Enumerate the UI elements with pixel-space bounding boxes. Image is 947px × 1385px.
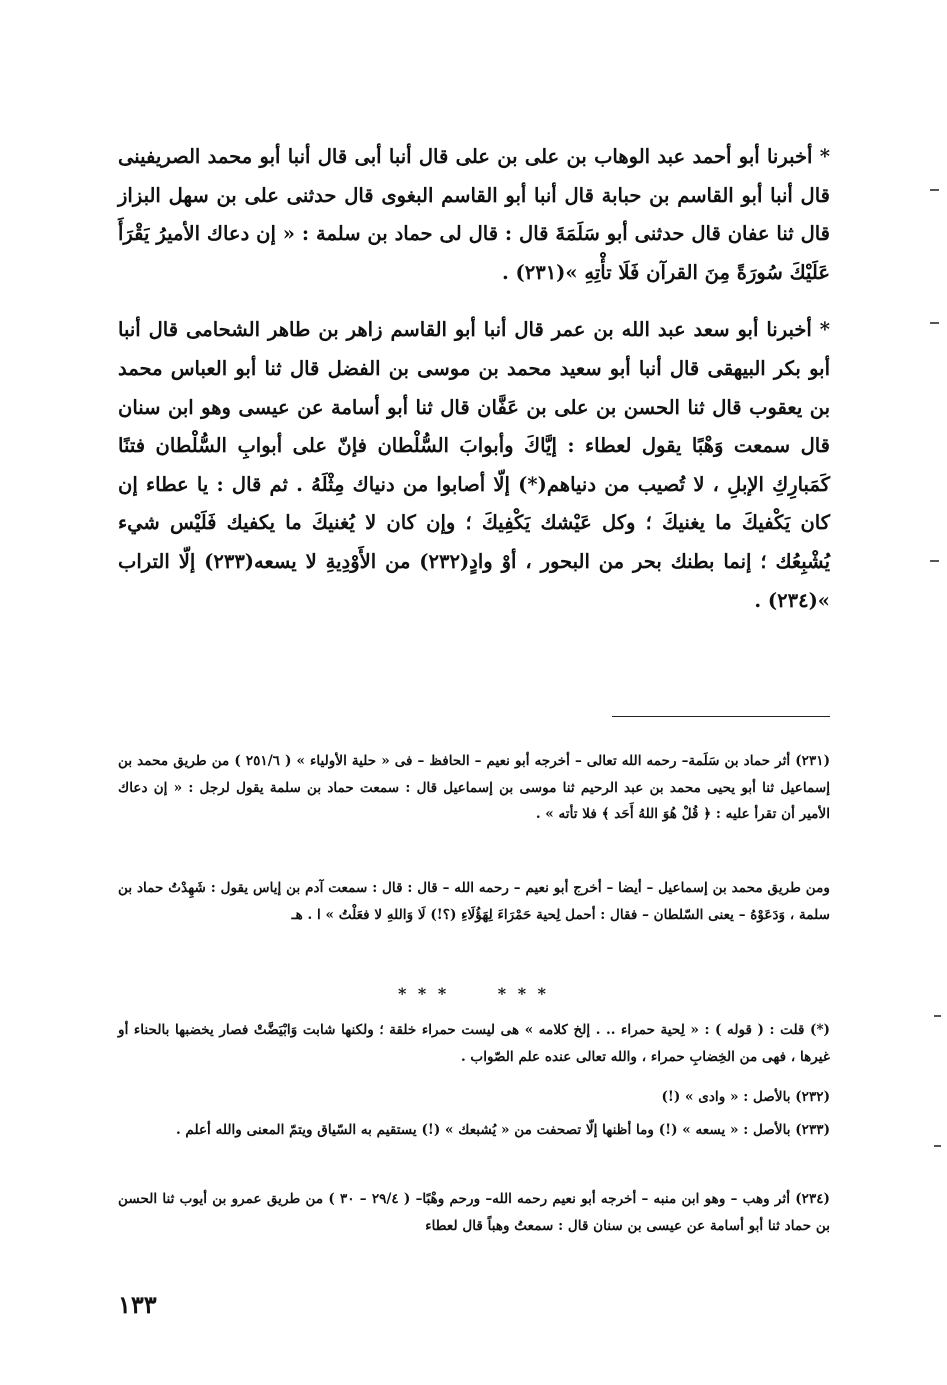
- footnote-text: ومن طريق محمد بن إسماعيل – أيضا – أخرج أبو نعيم – رحمه الله – قال : قال : سمعت آدم بن إياس يقول : شَهِدْتُ حماد بن سلمة ، وَدَعَوْهُ – يعنى السّلطان – فقال : أحمل لِحية حَمْرَاءَ لِهَؤُلَاءِ (؟!) لَا وَاللهِ لا فعَلْتُ » ا . هـ: [118, 880, 830, 923]
- footnote-232: [118, 1084, 830, 1111]
- footnote-231-continued: [118, 875, 830, 928]
- footnote-234: [118, 1186, 830, 1239]
- main-text: [118, 138, 830, 620]
- footnote-text: (٢٣٤) أثر وهب – وهو ابن منبه – أخرجه أبو نعيم رحمه الله– ورحم وهْبًا– ( ٢٩/٤ – ٣٠ ) من طريق عمرو بن أيوب ثنا الحسن بن حماد ثنا أبو أسامة عن عيسى بن سنان قال : سمعتُ وهباً قال لعطاء: [118, 1191, 830, 1234]
- paragraph-hadith-wahb: * أخبرنا أبو سعد عبد الله بن عمر قال أنبا أبو القاسم زاهر بن طاهر الشحامى قال أنبا أبو بكر البيهقى قال أنبا أبو سعيد محمد بن موسى بن الفضل قال ثنا أبو العباس محمد بن يعقوب قال ثنا الحسن بن على بن عَفَّان قال ثنا أبو أسامة عن عيسى وهو ابن سنان قال سمعت وَهْبًا يقول لعطاء : إيَّاكَ وأبوابَ السُّلْطان فإنّ على أبوابِ السُّلْطان فتنًا كَمَبارِكِ الإبلِ ، لا تُصيب من دنياهم(*) إلّا أصابوا من دنياك مِثْلَهُ . ثم قال : يا عطاء إن كان يَكْفيكَ ما يغنيكَ ؛ وكل عَيْشك يَكْفِيكَ ؛ وإن كان لا يُغنيكَ ما يكفيك فَلَيْس شيء يُشْبِعُك ؛ إنما بطنك بحر من البحور ، أوْ وادٍ(٢٣٢) من الأَوْدِيةِ لا يسعه(٢٣٣) إلّا التراب »(٢٣٤) .: [118, 318, 830, 612]
- footnote-text: (٢٣١) أثر حماد بن سَلَمة– رحمه الله تعالى – أخرجه أبو نعيم – الحافظ – فى « حلية الأولياء » ( ٢٥١/٦ ) من طريق محمد بن إسماعيل ثنا أبو يحيى محمد بن عبد الرحيم ثنا موسى بن إسماعيل قال : سمعت حماد بن سلمة يقول لرجل : « إن دعاك الأمير أن تقرأ عليه : ﴿ قُلْ هُوَ اللهُ أَحَد ﴾ فلا تأته » .: [118, 753, 830, 822]
- stars-group: * * *: [497, 984, 550, 1003]
- scan-margin-mark: [930, 560, 939, 562]
- scan-margin-mark: [934, 1015, 941, 1017]
- page-number: ١٣٣: [118, 1290, 157, 1319]
- footnote-text: (٢٣٢) بالأصل : « وادى » (!): [661, 1089, 830, 1105]
- footnote-233: [118, 1117, 830, 1144]
- scan-margin-mark: [930, 189, 939, 191]
- paragraph-hadith-hammad: * أخبرنا أبو أحمد عبد الوهاب بن على بن على قال أنبا أبى قال أنبا أبو محمد الصريفينى قال أنبا أبو القاسم بن حبابة قال أنبا أبو القاسم البغوى قال حدثنى على بن سهل البزاز قال ثنا عفان قال حدثنى أبو سَلَمَةَ قال : قال لى حماد بن سلمة : « إن دعاك الأميرُ يَقْرَأَ عَلَيْكَ سُورَةً مِنَ القرآن فَلَا تأْتِهِ »(٢٣١) .: [118, 145, 830, 284]
- footnote-star-note: [118, 1017, 830, 1070]
- footnote-text: (*) قلت : ( قوله ) : « لِحية حمراء .. . إلخ كلامه » هى ليست حمراء خلقة ؛ ولكنها شابت وَابْيَضَّتْ فصار يخضبها بالحناء أو غيرها ، فهى من الخِضابِ حمراء ، والله تعالى عنده علم الصّواب .: [118, 1022, 830, 1065]
- footnote-231: [118, 748, 830, 828]
- scan-margin-mark: [934, 1145, 941, 1147]
- footnote-text: (٢٣٣) بالأصل : « يسعه » (!) وما أظنها إلّا تصحفت من « يُشبعك » (!) يستقيم به السّياق ويتمّ المعنى والله أعلم .: [175, 1122, 830, 1138]
- stars-group: * * *: [397, 984, 450, 1003]
- footnote-separator: [612, 716, 830, 717]
- section-divider-stars: [0, 984, 947, 1003]
- scan-margin-mark: [930, 322, 939, 324]
